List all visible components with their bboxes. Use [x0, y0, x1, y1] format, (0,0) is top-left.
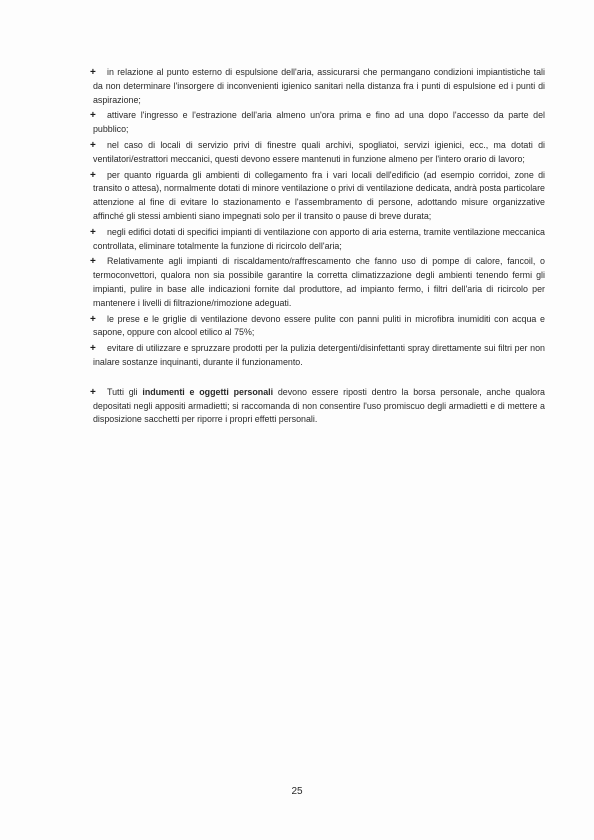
list-item — [90, 313, 545, 341]
plus-bullet-icon: + — [90, 67, 96, 78]
personal-items-text-end: devono essere riposti dentro la borsa personale, anche qualora depositati negli appositi armadietti; si raccomanda di non consentire l'uso promiscuo degli armadietti e di mettere a disposizione sacchetti per riporre i propri effetti personali. — [93, 386, 545, 425]
plus-bullet-icon: + — [90, 169, 96, 181]
document-body — [90, 66, 545, 427]
plus-bullet-icon: + — [90, 110, 96, 122]
list-item — [90, 255, 545, 310]
page-number: 25 — [291, 786, 303, 797]
personal-items-text — [93, 386, 545, 427]
list-item — [90, 139, 545, 167]
list-item — [90, 109, 545, 137]
personal-items-paragraph — [90, 386, 545, 427]
list-item — [90, 226, 545, 254]
paragraph-gap — [93, 372, 545, 386]
plus-bullet-icon: + — [90, 386, 96, 398]
list-item-text: evitare di utilizzare e spruzzare prodotti per la pulizia detergenti/disinfettanti spray direttamente sui filtri per non inalare sostanze inquinanti, durante il funzionamento. — [93, 343, 545, 367]
list-item — [90, 169, 545, 224]
plus-bullet-icon: + — [90, 343, 96, 355]
list-item-text: attivare l'ingresso e l'estrazione dell'aria almeno un'ora prima e fino ad una dopo l'accesso da parte del pubblico; — [93, 110, 545, 135]
list-item-text: Relativamente agli impianti di riscaldamento/raffrescamento che fanno uso di pompe di calore, fancoil, o termoconvettori, qualora non sia possibile garantire la corretta climatizzazione degli ambienti tenendo fermi gli impianti, pulire in base alle indicazioni fornite dal produttore, ad impianto fermo, i filtri dell'aria di ricircolo per mantenere i livelli di filtrazione/rimozione adeguati. — [93, 256, 545, 308]
list-item-text: per quanto riguarda gli ambienti di collegamento fra i vari locali dell'edificio (ad esempio corridoi, zone di transito o attesa), normalmente dotati di minore ventilazione o privi di ventilazione dedicata, andrà posta particolare attenzione al fine di evitare lo stazionamento e l'assembramento di persone, adottando misure organizzative affinché gli stessi ambienti siano impegnati solo per il transito o pause di breve durata; — [93, 169, 545, 221]
list-item — [90, 66, 545, 107]
list-item — [90, 342, 545, 370]
plus-bullet-icon: + — [90, 226, 96, 238]
list-item-text: negli edifici dotati di specifici impianti di ventilazione con apporto di aria esterna, tramite ventilazione meccanica controllata, eliminare totalmente la funzione di ricircolo dell'aria; — [93, 226, 545, 251]
personal-items-bold: indumenti e oggetti personali — [142, 386, 274, 397]
plus-bullet-icon: + — [90, 256, 96, 268]
plus-bullet-icon: + — [90, 313, 96, 325]
personal-items-text-start: Tutti gli — [107, 386, 143, 397]
list-item-text: le prese e le griglie di ventilazione devono essere pulite con panni puliti in microfibra inumiditi con acqua e sapone, oppure con alcool etilico al 75%; — [93, 313, 545, 338]
list-item-text: in relazione al punto esterno di espulsione dell'aria, assicurarsi che permangano condizioni impiantistiche tali da non determinare l'insorgere di inconvenienti igienico sanitari nella distanza fra i punti di espulsione ed i punti di aspirazione; — [93, 67, 545, 105]
list-item-text: nel caso di locali di servizio privi di finestre quali archivi, spogliatoi, servizi igienici, ecc., ma dotati di ventilatori/estrattori meccanici, questi devono essere mantenuti in funzione almeno per l'intero orario di lavoro; — [93, 139, 545, 164]
plus-bullet-icon: + — [90, 139, 96, 151]
